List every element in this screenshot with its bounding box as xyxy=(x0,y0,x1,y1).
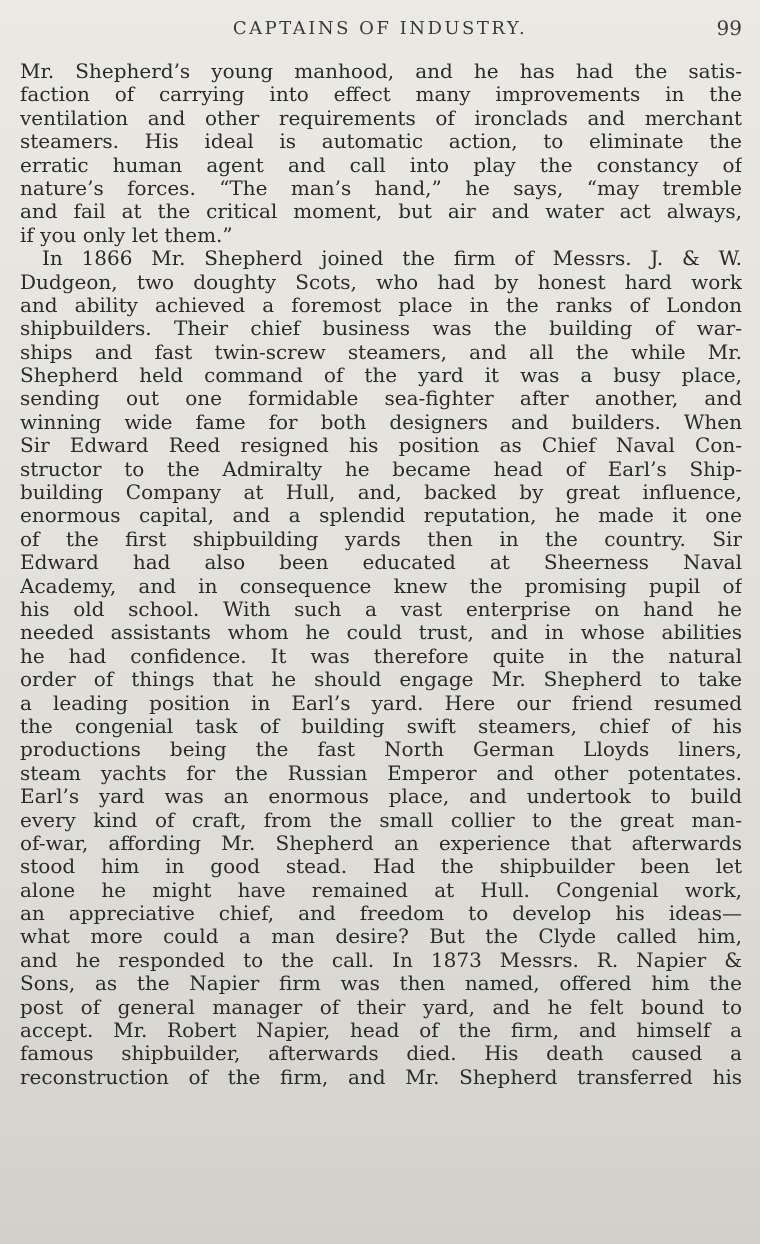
text-line: sending out one formidable sea-fighter after another, and xyxy=(20,387,742,411)
text-line: Academy, and in consequence knew the promising pupil of xyxy=(20,574,742,598)
text-line: his old school. With such a vast enterprise on hand he xyxy=(20,597,742,621)
text-line: every kind of craft, from the small collier to the great man- xyxy=(20,808,742,832)
text-line: of the first shipbuilding yards then in the country. Sir xyxy=(20,527,742,551)
text-line: an appreciative chief, and freedom to develop his ideas— xyxy=(20,902,742,926)
text-line: needed assistants whom he could trust, and in whose abilities xyxy=(20,621,742,645)
body-text xyxy=(20,60,742,1089)
text-line: nature’s forces. “The man’s hand,” he says, “may tremble xyxy=(20,176,742,200)
text-line: Edward had also been educated at Sheerness Naval xyxy=(20,551,742,575)
text-line: Mr. Shepherd’s young manhood, and he has had the satis- xyxy=(20,60,742,83)
text-line: winning wide fame for both designers and builders. When xyxy=(20,410,742,434)
text-line: and fail at the critical moment, but air and water act always, xyxy=(20,200,742,224)
text-line: post of general manager of their yard, and he felt bound to xyxy=(20,995,742,1019)
text-line: enormous capital, and a splendid reputation, he made it one xyxy=(20,504,742,528)
text-line: and he responded to the call. In 1873 Messrs. R. Napier & xyxy=(20,948,742,972)
text-line: famous shipbuilder, afterwards died. His death caused a xyxy=(20,1042,742,1066)
text-line: In 1866 Mr. Shepherd joined the firm of Messrs. J. & W. xyxy=(42,247,742,271)
text-line: and ability achieved a foremost place in the ranks of London xyxy=(20,293,742,317)
text-line: steam yachts for the Russian Emperor and other potentates. xyxy=(20,761,742,785)
text-line: Shepherd held command of the yard it was a busy place, xyxy=(20,364,742,388)
text-line: steamers. His ideal is automatic action, to eliminate the xyxy=(20,130,742,154)
text-line: of-war, affording Mr. Shepherd an experience that afterwards xyxy=(20,831,742,855)
text-line: faction of carrying into effect many improvements in the xyxy=(20,83,742,107)
text-line: the congenial task of building swift steamers, chief of his xyxy=(20,714,742,738)
text-line: structor to the Admiralty he became head of Earl’s Ship- xyxy=(20,457,742,481)
text-line: alone he might have remained at Hull. Congenial work, xyxy=(20,878,742,902)
text-line: if you only let them.” xyxy=(20,223,233,247)
text-line: productions being the fast North German Lloyds liners, xyxy=(20,738,742,762)
text-line: order of things that he should engage Mr. Shepherd to take xyxy=(20,668,742,692)
text-line: accept. Mr. Robert Napier, head of the firm, and himself a xyxy=(20,1019,742,1043)
text-line: erratic human agent and call into play the constancy of xyxy=(20,153,742,177)
text-line: Sir Edward Reed resigned his position as Chief Naval Con- xyxy=(20,434,742,458)
text-line: ships and fast twin-screw steamers, and all the while Mr. xyxy=(20,340,742,364)
text-line: reconstruction of the firm, and Mr. Shepherd transferred his xyxy=(20,1065,742,1089)
text-line: stood him in good stead. Had the shipbuilder been let xyxy=(20,855,742,879)
text-line: what more could a man desire? But the Clyde called him, xyxy=(20,925,742,949)
running-head: CAPTAINS OF INDUSTRY. xyxy=(232,18,528,39)
text-line: building Company at Hull, and, backed by great influence, xyxy=(20,481,742,505)
text-line: shipbuilders. Their chief business was the building of war- xyxy=(20,317,742,341)
text-line: Earl’s yard was an enormous place, and undertook to build xyxy=(20,785,742,809)
text-line: a leading position in Earl’s yard. Here our friend resumed xyxy=(20,691,742,715)
page-number: 99 xyxy=(716,16,742,40)
text-line: he had confidence. It was therefore quite in the natural xyxy=(20,644,742,668)
text-line: Sons, as the Napier firm was then named, offered him the xyxy=(20,972,742,996)
text-line: Dudgeon, two doughty Scots, who had by honest hard work xyxy=(20,270,742,294)
text-line: ventilation and other requirements of ironclads and merchant xyxy=(20,106,742,130)
page-header xyxy=(0,14,760,44)
